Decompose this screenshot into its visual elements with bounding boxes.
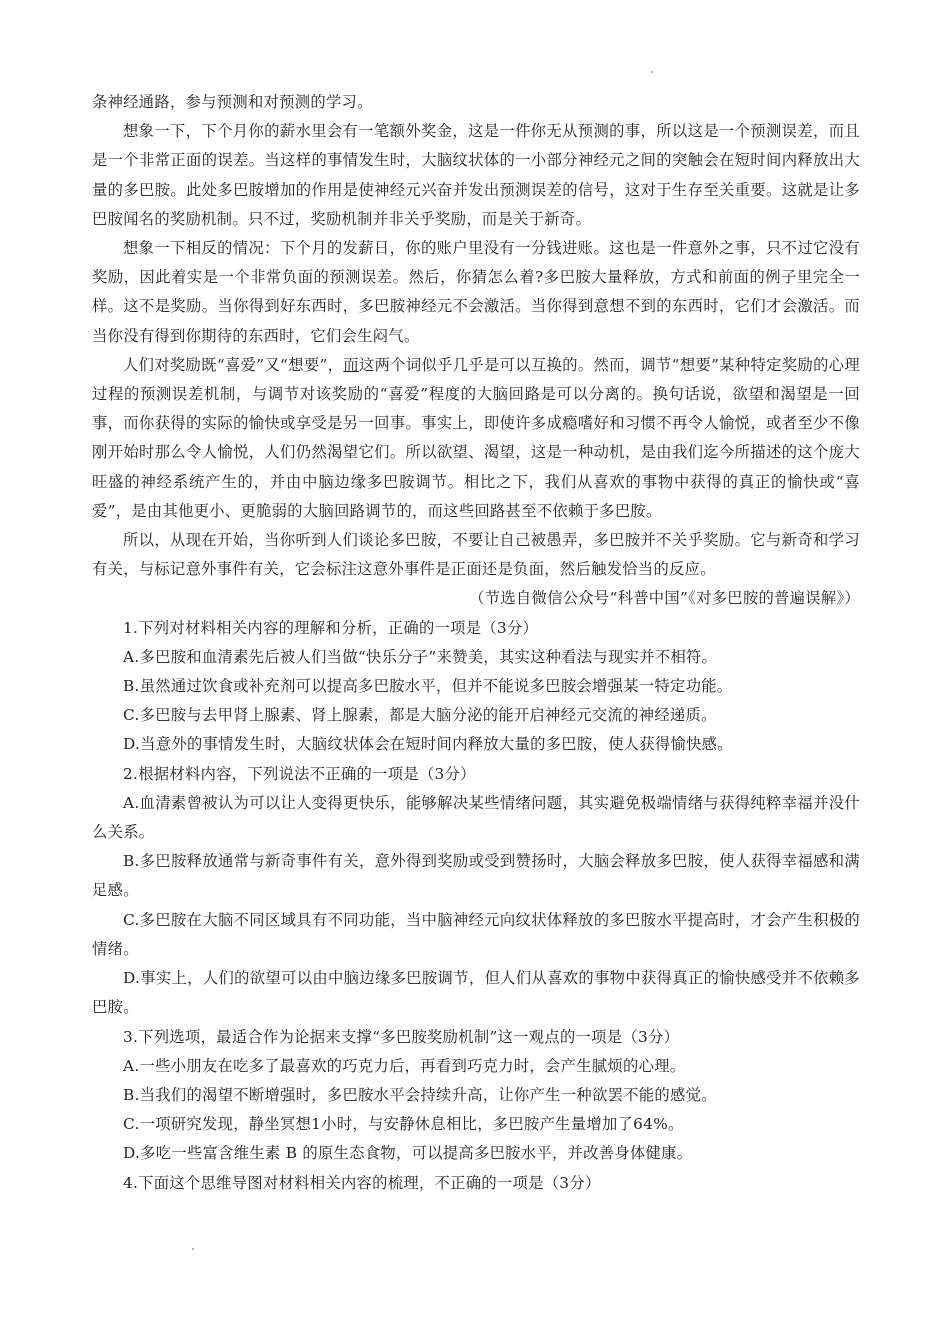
document-body — [92, 88, 860, 1198]
option-a: A.一些小朋友在吃多了最喜欢的巧克力后，再看到巧克力时，会产生腻烦的心理。 — [123, 1056, 686, 1075]
scan-speck — [651, 71, 653, 73]
option-a: A.多巴胺和血清素先后被人们当做“快乐分子”来赞美，其实这种看法与现实并不相符。 — [123, 647, 718, 666]
option-b: B.虽然通过饮食或补充剂可以提高多巴胺水平，但并不能说多巴胺会增强某一特定功能。 — [123, 677, 733, 696]
option-d: D.当意外的事情发生时，大脑纹状体会在短时间内释放大量的多巴胺，使人获得愉快感。 — [123, 735, 733, 754]
option-b: B.当我们的渴望不断增强时，多巴胺水平会持续升高，让你产生一种欲罢不能的感觉。 — [123, 1085, 717, 1104]
question-stem: 3.下列选项，最适合作为论据来支撑“多巴胺奖励机制”这一观点的一项是（3分） — [123, 1027, 680, 1046]
passage-paragraph — [92, 351, 860, 526]
passage-text: 这两个词似乎几乎是可以互换的。然而，调节“想要”某种特定奖励的心理过程的预测误差机制，与调节对该奖励的“喜爱”程度的大脑回路是可以分离的。换句话说，欲望和渴望是一回事，而你获得的实际的愉快或享受是另一回事。事实上，即使许多成瘾嗜好和习惯不再令人愉悦，或者至少不像刚开始时那么令人愉悦，人们仍然渴望它们。所以欲望、渴望，这是一种动机，是由我们迄今所描述的这个庞大旺盛的神经系统产生的，并由中脑边缘多巴胺调节。相比之下，我们从喜欢的事物中获得的真正的愉快或“喜爱”，是由其他更小、更脆弱的大脑回路调节的，而这些回路甚至不依赖于多巴胺。 — [92, 355, 860, 520]
scan-speck — [192, 1248, 194, 1250]
source-citation: （节选自微信公众号“科普中国”《对多巴胺的普遍误解》） — [469, 589, 860, 608]
passage-text: 人们对奖励既“喜爱”又“想要”， — [123, 355, 344, 374]
passage-paragraph: 想象一下，下个月你的薪水里会有一笔额外奖金，这是一件你无从预测的事，所以这是一个预测误差，而且是一个非常正面的误差。当这样的事情发生时，大脑纹状体的一小部分神经元之间的突触会在短时间内释放出大量的多巴胺。此处多巴胺增加的作用是使神经元兴奋并发出预测误差的信号，这对于生存至关重要。这就是让多巴胺闻名的奖励机制。只不过，奖励机制并非关乎奖励，而是关于新奇。 — [92, 122, 860, 228]
option-b: B.多巴胺释放通常与新奇事件有关，意外得到奖励或受到赞扬时，大脑会释放多巴胺，使人获得幸福感和满足感。 — [92, 852, 860, 900]
passage-paragraph: 想象一下相反的情况：下个月的发薪日，你的账户里没有一分钱进账。这也是一件意外之事，只不过它没有奖励，因此着实是一个非常负面的预测误差。然后，你猜怎么着?多巴胺大量释放，方式和前面的例子里完全一样。这不是奖励。当你得到好东西时，多巴胺神经元不会激活。当你得到意想不到的东西时，它们才会激活。而当你没有得到你期待的东西时，它们会生闷气。 — [92, 239, 860, 345]
passage-paragraph: 所以，从现在开始，当你听到人们谈论多巴胺，不要让自己被愚弄，多巴胺并不关乎奖励。它与新奇和学习有关，与标记意外事件有关，它会标注这意外事件是正面还是负面，然后触发恰当的反应。 — [92, 531, 860, 579]
option-c: C.多巴胺与去甲肾上腺素、肾上腺素，都是大脑分泌的能开启神经元交流的神经递质。 — [123, 706, 717, 725]
option-c: C.多巴胺在大脑不同区域具有不同功能，当中脑神经元向纹状体释放的多巴胺水平提高时，才会产生积极的情绪。 — [92, 910, 860, 958]
option-d: D.多吃一些富含维生素 B 的原生态食物，可以提高多巴胺水平，并改善身体健康。 — [123, 1144, 693, 1163]
passage-paragraph: 条神经通路，参与预测和对预测的学习。 — [92, 93, 373, 111]
question-stem: 1.下列对材料相关内容的理解和分析，正确的一项是（3分） — [123, 618, 539, 637]
underlined-word: 而 — [343, 355, 359, 374]
option-c: C.一项研究发现，静坐冥想1小时，与安静休息相比，多巴胺产生量增加了64%。 — [123, 1115, 684, 1134]
question-stem: 4.下面这个思维导图对材料相关内容的梳理，不正确的一项是（3分） — [123, 1173, 601, 1192]
option-a: A.血清素曾被认为可以让人变得更快乐，能够解决某些情绪问题，其实避免极端情绪与获得纯粹幸福并没什么关系。 — [92, 793, 860, 842]
option-d: D.事实上，人们的欲望可以由中脑边缘多巴胺调节，但人们从喜欢的事物中获得真正的愉快感受并不依赖多巴胺。 — [92, 969, 860, 1017]
question-stem: 2.根据材料内容，下列说法不正确的一项是（3分） — [123, 764, 476, 783]
